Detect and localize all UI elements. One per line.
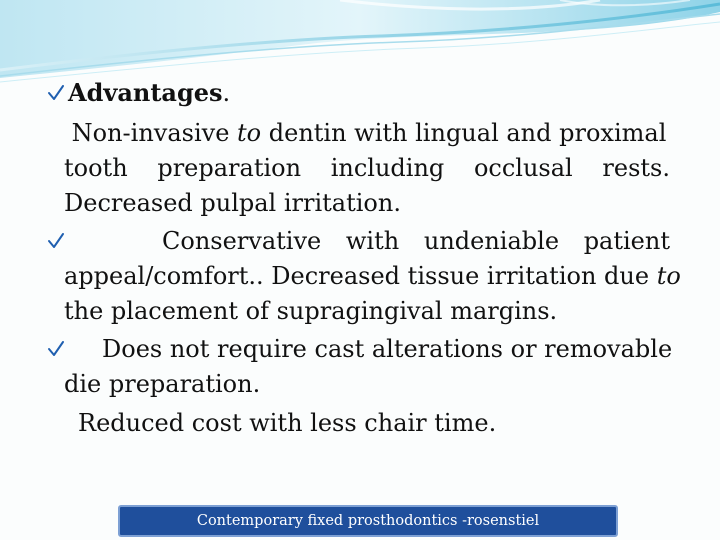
bullet-2-line-3: the placement of supragingival margins.: [64, 297, 558, 325]
italic-text-run: to: [656, 262, 681, 290]
bullet-1-line-1: [64, 115, 666, 151]
bullet-3-line-3: Reduced cost with less chair time.: [78, 409, 497, 437]
bullet-3-line-1: Does not require cast alterations or removable: [102, 335, 673, 363]
text-run: Non-invasive: [64, 119, 238, 147]
checkmark-icon: [47, 84, 65, 102]
checkmark-icon: [47, 232, 65, 250]
slide-heading: [68, 75, 230, 111]
bullet-2-line-2: [64, 258, 681, 294]
bullet-2-line-1: Conservative with undeniable patient: [162, 227, 670, 255]
heading-punctuation: .: [222, 79, 231, 107]
bullet-1-line-3: Decreased pulpal irritation.: [64, 189, 401, 217]
bullet-3-line-2: die preparation.: [64, 370, 261, 398]
bullet-1-line-2: tooth preparation including occlusal rests.: [64, 154, 670, 182]
footer-citation-box: Contemporary fixed prosthodontics -rosenstiel: [118, 505, 618, 537]
italic-text-run: to: [237, 119, 262, 147]
text-run: dentin with lingual and proximal: [261, 119, 667, 147]
heading-bold-text: Advantages: [68, 78, 223, 107]
checkmark-icon: [47, 340, 65, 358]
text-run: appeal/comfort.. Decreased tissue irritation due: [64, 262, 657, 290]
